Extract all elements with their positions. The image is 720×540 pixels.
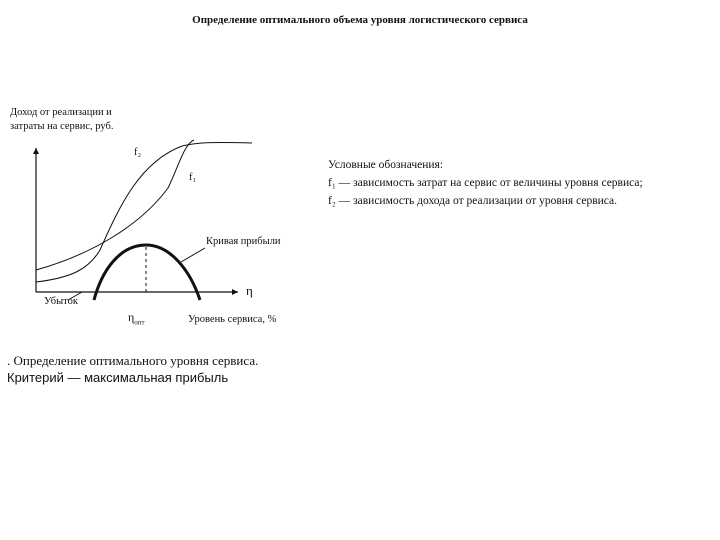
x-axis-symbol: η — [246, 283, 253, 298]
x-axis-label: Уровень сервиса, % — [188, 314, 277, 325]
legend-item-f2: f₂ — зависимость дохода от реализации от уровня сервиса. — [328, 195, 617, 207]
curve-f1-label: f₁ — [189, 172, 197, 183]
y-axis-label: Доход от реализации и затраты на сервис, руб. — [10, 107, 114, 132]
loss-label: Убыток — [44, 296, 78, 307]
optimum-subscript: опт — [134, 318, 145, 327]
caption-line-1: . Определение оптимального уровня сервиса. — [7, 353, 259, 368]
curve-f1 — [36, 140, 197, 270]
page-title: Определение оптимального объема уровня логистического сервиса — [192, 14, 528, 26]
optimum-symbol: η — [128, 310, 135, 324]
legend — [328, 156, 716, 210]
legend-item-f1: f₁ — зависимость затрат на сервис от величины уровня сервиса; — [328, 177, 643, 189]
caption-line-2: Критерий — максимальная прибыль — [7, 370, 229, 385]
figure-caption — [7, 352, 337, 386]
profit-pointer-line — [181, 248, 205, 262]
profit-curve-label: Кривая прибыли — [206, 236, 281, 247]
legend-heading: Условные обозначения: — [328, 159, 444, 171]
optimum-label — [128, 310, 145, 326]
curve-f2-label: f₂ — [134, 147, 142, 158]
curve-f2 — [36, 142, 252, 282]
